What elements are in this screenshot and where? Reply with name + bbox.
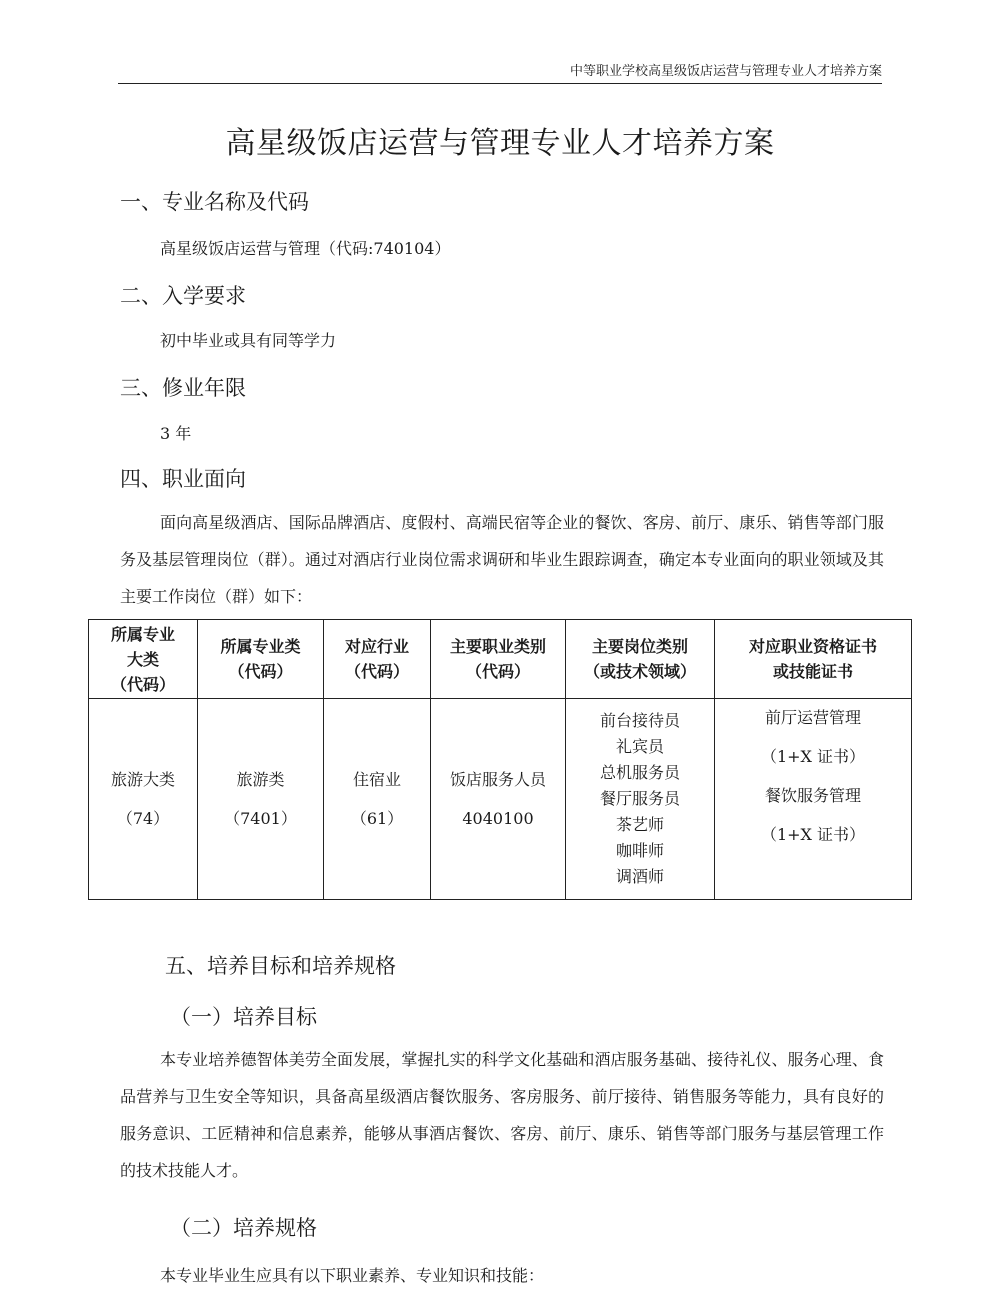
cell-industry: 住宿业 （61）	[324, 699, 431, 900]
section-heading-1: 一、专业名称及代码	[120, 190, 309, 214]
subsection-heading-goal: （一）培养目标	[170, 1005, 317, 1029]
section-body-2: 初中毕业或具有同等学力	[160, 331, 337, 350]
section-body-3: 3 年	[160, 424, 192, 443]
cell-positions: 前台接待员 礼宾员 总机服务员 餐厅服务员 茶艺师 咖啡师 调酒师	[566, 699, 715, 900]
section-heading-4: 四、职业面向	[120, 467, 246, 491]
header-occupation: 主要职业类别 （代码）	[431, 620, 566, 699]
section-heading-2: 二、入学要求	[120, 284, 246, 308]
occupation-table	[88, 619, 912, 900]
subsection-body-goal: 本专业培养德智体美劳全面发展，掌握扎实的科学文化基础和酒店服务基础、接待礼仪、服务心理、食品营养与卫生安全等知识，具备高星级酒店餐饮服务、客房服务、前厅接待、销售服务等能力，具有良好的服务意识、工匠精神和信息素养，能够从事酒店餐饮、客房、前厅、康乐、销售等部门服务与基层管理工作的技术技能人才。	[120, 1050, 884, 1180]
table-row	[89, 699, 912, 900]
subsection-heading-spec: （二）培养规格	[170, 1216, 317, 1240]
cell-certificates: 前厅运营管理 （1+X 证书） 餐饮服务管理 （1+X 证书）	[715, 699, 912, 900]
header-rule	[118, 83, 882, 84]
section-body-1: 高星级饭店运营与管理（代码:740104）	[160, 239, 451, 258]
section-heading-3: 三、修业年限	[120, 376, 246, 400]
header-major-class: 所属专业类 （代码）	[198, 620, 324, 699]
header-positions: 主要岗位类别 （或技术领域）	[566, 620, 715, 699]
section-body-4: 面向高星级酒店、国际品牌酒店、度假村、高端民宿等企业的餐饮、客房、前厅、康乐、销售等部门服务及基层管理岗位（群）。通过对酒店行业岗位需求调研和毕业生跟踪调查，确定本专业面向的职业领域及其主要工作岗位（群）如下：	[120, 513, 884, 606]
cell-major-class: 旅游类 （7401）	[198, 699, 324, 900]
cell-major-category: 旅游大类 （74）	[89, 699, 198, 900]
subsection-body-spec: 本专业毕业生应具有以下职业素养、专业知识和技能：	[160, 1266, 545, 1285]
header-industry: 对应行业 （代码）	[324, 620, 431, 699]
running-header: 中等职业学校高星级饭店运营与管理专业人才培养方案	[569, 64, 882, 79]
table-header-row	[89, 620, 912, 699]
section-heading-5: 五、培养目标和培养规格	[165, 954, 396, 978]
cell-occupation: 饭店服务人员 4040100	[431, 699, 566, 900]
header-major-category: 所属专业 大类 （代码）	[89, 620, 198, 699]
document-title: 高星级饭店运营与管理专业人才培养方案	[225, 126, 775, 161]
header-certificates: 对应职业资格证书 或技能证书	[715, 620, 912, 699]
